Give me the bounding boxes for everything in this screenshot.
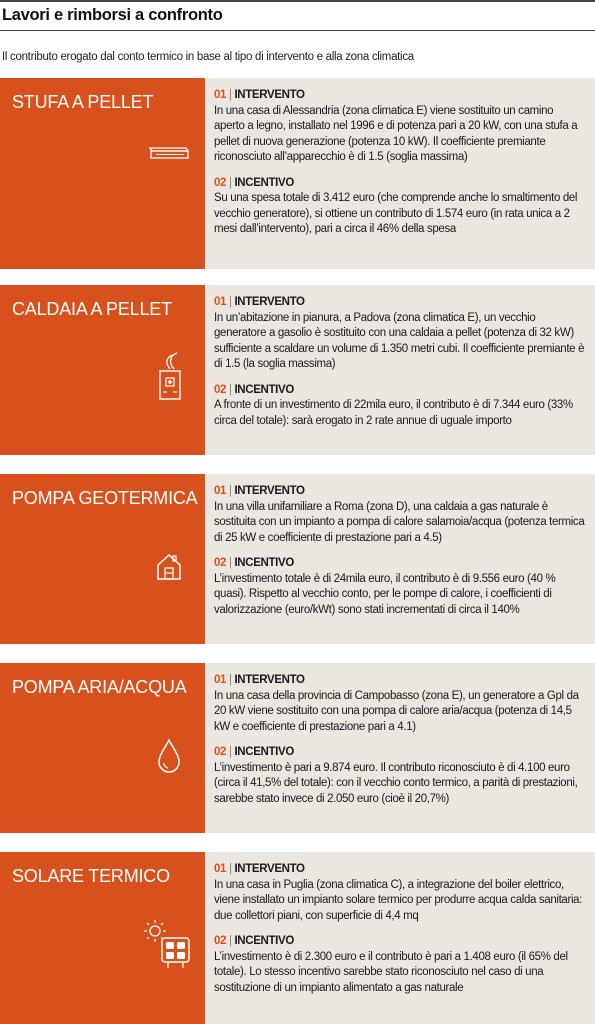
section-number: 01: [214, 863, 227, 875]
section-header: 02 | INCENTIVO: [214, 383, 294, 396]
card-header: [0, 78, 205, 269]
section-number: 01: [214, 296, 227, 308]
section-text: L’investimento è pari a 9.874 euro. Il contributo riconosciuto è di 4.100 euro (circa il 41,5% del totale): con il vecchio conto termico, a parità di prestazioni, sarebbe stato invece di 2.050 euro (cioè il 20,7%): [214, 761, 578, 805]
section-label: INTERVENTO: [234, 89, 305, 101]
section-label: INCENTIVO: [234, 557, 294, 569]
card-header: [0, 285, 205, 455]
card-title: POMPA ARIA/ACQUA: [12, 677, 187, 697]
section-label: INCENTIVO: [234, 383, 294, 396]
card-header: [0, 852, 205, 1024]
card-body: [214, 88, 586, 248]
house-icon: [155, 552, 183, 582]
section-number: 02: [214, 557, 227, 569]
card-caldaia-pellet: [0, 285, 595, 455]
card-pompa-aria-acqua: [0, 663, 595, 833]
section-label: INCENTIVO: [234, 746, 294, 758]
section-text: L’investimento è di 2.300 euro e il contributo è pari a 1.408 euro (il 65% del totale). Lo stesso incentivo sarebbe stato riconosciuto nel caso di una sostituzione di un impianto alimentato a gas naturale: [214, 950, 568, 994]
section-header: 01 | INTERVENTO: [214, 296, 305, 308]
section-number: 01: [214, 89, 227, 101]
section-header: 02 | INCENTIVO: [214, 935, 294, 947]
section-number: 01: [214, 674, 227, 686]
section-label: INCENTIVO: [234, 176, 294, 189]
section-header: 02 | INCENTIVO: [214, 557, 294, 569]
title-rule: [0, 30, 595, 31]
section-label: INTERVENTO: [234, 863, 305, 875]
card-title: SOLARE TERMICO: [12, 866, 170, 886]
card-body: [214, 862, 586, 1006]
section-number: 02: [214, 935, 227, 947]
page-title: Lavori e rimborsi a confronto: [2, 6, 223, 24]
card-stufa-pellet: [0, 78, 595, 269]
section-text: A fronte di un investimento di 22mila euro, il contributo è di 7.344 euro (33% circa del totale): sarà erogato in 2 rate annue di uguale importo: [214, 399, 573, 427]
section-header: 02 | INCENTIVO: [214, 176, 294, 189]
card-title: STUFA A PELLET: [12, 92, 154, 112]
section-text: In una casa della provincia di Campobasso (zona E), un generatore a Gpl da 20 kW viene sostituito con una pompa di calore aria/acqua (potenza di 14,5 kW e coefficiente di prestazione pari a 4.1): [214, 689, 579, 733]
section-header: 02 | INCENTIVO: [214, 746, 294, 758]
section-text: In una casa di Alessandria (zona climatica E) viene sostituito un camino aperto a legno, installato nel 1996 e di potenza pari a 20 kW, con una stufa a pellet di nuova generazione (potenza 10 kW). Il coefficiente premiante riconosciuto all’apparecchio è di 1.5 (soglia massima): [214, 104, 578, 163]
page-subtitle: Il contributo erogato dal conto termico in base al tipo di intervento e alla zona climatica: [2, 51, 414, 63]
section-number: 02: [214, 176, 227, 189]
section-number: 02: [214, 746, 227, 758]
solar-panel-icon: [142, 918, 194, 972]
section-label: INTERVENTO: [234, 674, 305, 686]
card-header: [0, 663, 205, 833]
section-header: 01 | INTERVENTO: [214, 863, 305, 875]
card-body: [214, 673, 586, 817]
card-title: CALDAIA A PELLET: [12, 299, 172, 319]
section-number: 01: [214, 485, 227, 497]
section-header: 01 | INTERVENTO: [214, 89, 305, 101]
section-label: INCENTIVO: [234, 935, 294, 947]
top-rule: [0, 0, 595, 2]
water-drop-icon: [156, 737, 182, 775]
section-text: In una casa in Puglia (zona climatica C), a integrazione del boiler elettrico, viene installato un impianto solare termico per produrre acqua calda sanitaria: due collettori piani, con superficie di 4,4 mq: [214, 878, 583, 922]
card-solare-termico: [0, 852, 595, 1024]
section-text: L’investimento totale è di 24mila euro, il contributo è di 9.556 euro (40 % quasi). Rispetto al vecchio conto, per le pompe di calore, i coefficienti di valorizzazione (euro/kWt) sono stati incrementati di circa il 140%: [214, 572, 556, 616]
section-text: In una villa unifamiliare a Roma (zona D), una caldaia a gas naturale è sostituita con un impianto a pompa di calore salamoia/acqua (potenza termica di 25 kW e coefficiente di prestazione pari a 4.5): [214, 500, 585, 544]
card-body: [214, 484, 586, 628]
section-text: In un’abitazione in pianura, a Padova (zona climatica E), un vecchio generatore a gasolio è sostituito con una caldaia a pellet (potenza di 32 kW) sufficiente a scaldare un volume di 1.350 metri cubi. Il coefficiente premiante è di 1.5 (la soglia massima): [214, 311, 585, 370]
card-header: [0, 474, 205, 644]
card-pompa-geotermica: [0, 474, 595, 644]
section-label: INTERVENTO: [234, 485, 305, 497]
card-body: [214, 295, 586, 439]
section-number: 02: [214, 383, 227, 396]
card-title: POMPA GEOTERMICA: [12, 488, 198, 508]
section-label: INTERVENTO: [234, 296, 305, 308]
section-text: Su una spesa totale di 3.412 euro (che comprende anche lo smaltimento del vecchio generatore), si ottiene un contributo di 1.574 euro (in rata unica a 2 mesi dall’intervento), pari a circa il 46% della spesa: [214, 192, 578, 235]
pellet-stove-icon: [148, 142, 190, 162]
pellet-boiler-icon: [156, 349, 186, 405]
section-header: 01 | INTERVENTO: [214, 485, 305, 497]
section-header: 01 | INTERVENTO: [214, 674, 305, 686]
